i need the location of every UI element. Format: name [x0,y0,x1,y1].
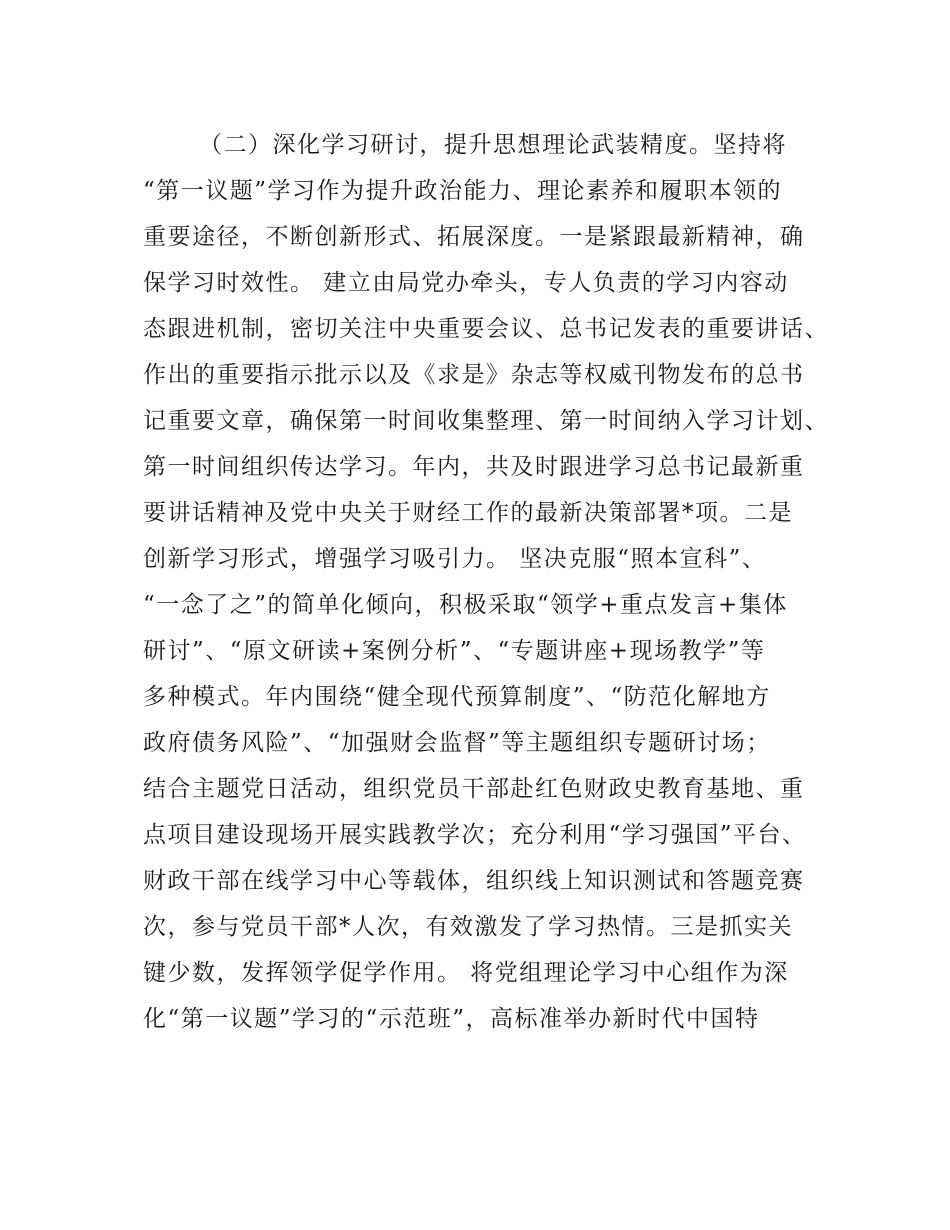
text-line-19: 键少数，发挥领学促学作用。 将党组理论学习中心组作为深 [143,960,789,986]
text-line-13: 多种模式。年内围绕“健全现代预算制度”、“防范化解地方 [143,684,771,710]
text-line-6: 作出的重要指示批示以及《求是》杂志等权威刊物发布的总书 [143,362,805,388]
text-line-11: “一念了之”的简单化倾向，积极采取“领学+重点发言+集体 [143,592,788,618]
text-line-7: 记重要文章，确保第一时间收集整理、第一时间纳入学习计划、 [143,408,829,434]
text-line-12: 研讨”、“原文研读+案例分析”、“专题讲座+现场教学”等 [143,638,766,664]
text-line-20: 化“第一议题”学习的“示范班”，高标准举办新时代中国特 [143,1006,760,1032]
text-line-9: 要讲话精神及党中央关于财经工作的最新决策部署*项。二是 [143,500,793,526]
text-line-8: 第一时间组织传达学习。年内，共及时跟进学习总书记最新重 [143,454,805,480]
text-line-5: 态跟进机制，密切关注中央重要会议、总书记发表的重要讲话、 [143,316,829,342]
text-line-2: “第一议题”学习作为提升政治能力、理论素养和履职本领的 [143,178,783,204]
text-line-17: 财政干部在线学习中心等载体，组织线上知识测试和答题竞赛 [143,868,805,894]
text-line-18: 次，参与党员干部*人次，有效激发了学习热情。三是抓实关 [143,914,793,940]
text-line-3: 重要途径，不断创新形式、拓展深度。一是紧跟最新精神，确 [143,224,805,250]
text-line-1: （二）深化学习研讨，提升思想理论武装精度。坚持将 [199,132,787,158]
text-line-16: 点项目建设现场开展实践教学次；充分利用“学习强国”平台、 [143,822,807,848]
text-line-4: 保学习时效性。 建立由局党办牵头，专人负责的学习内容动 [143,270,789,296]
text-line-14: 政府债务风险”、“加强财会监督”等主题组织专题研讨场； [143,730,771,756]
body-paragraph [143,122,829,1042]
text-line-10: 创新学习形式，增强学习吸引力。 坚决克服“照本宣科”、 [143,546,767,572]
text-line-15: 结合主题党日活动，组织党员干部赴红色财政史教育基地、重 [143,776,805,802]
